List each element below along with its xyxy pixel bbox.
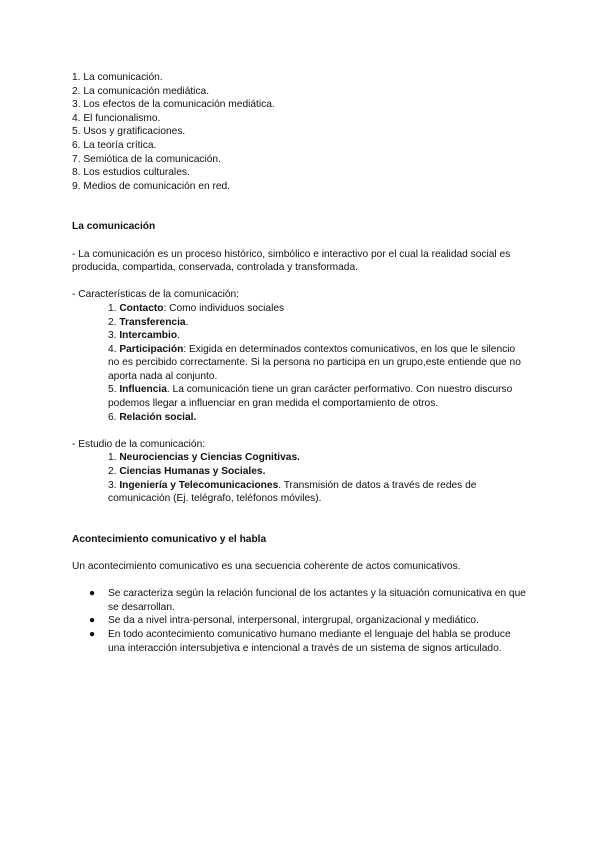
toc-item: 7. Semiótica de la comunicación. — [72, 153, 221, 165]
bullet-dot-icon: ● — [89, 615, 96, 627]
caracteristicas-list — [72, 302, 528, 424]
list-item: 1. Neurociencias y Ciencias Cognitivas. — [108, 452, 300, 464]
list-item: 4. Participación: Exigida en determinados contextos comunicativos, en los que le silencio no es percibido correctamente. Si la persona no participa en un grupo,este entiende que no aporta nada al conjunto. — [108, 343, 521, 382]
table-of-contents — [72, 71, 528, 193]
list-item: 3. Intercambio. — [108, 330, 180, 342]
toc-item: 6. La teoría crítica. — [72, 139, 157, 151]
estudio-label: - Estudio de la comunicación: — [72, 438, 206, 450]
estudio-list — [72, 451, 528, 505]
toc-item: 4. El funcionalismo. — [72, 112, 161, 124]
acontecimiento-bullet-list — [72, 587, 528, 655]
caracteristicas-label: - Características de la comunicación: — [72, 289, 240, 301]
bullet-item: ● Se caracteriza según la relación funcional de los actantes y la situación comunicativa en que se desarrollan. — [89, 588, 526, 613]
toc-item: 2. La comunicación mediática. — [72, 85, 210, 97]
document-page — [72, 71, 528, 655]
list-item: 2. Ciencias Humanas y Sociales. — [108, 466, 266, 478]
section-heading-acontecimiento: Acontecimiento comunicativo y el habla — [72, 533, 267, 545]
list-item: 1. Contacto: Como individuos sociales — [108, 302, 285, 314]
toc-item: 3. Los efectos de la comunicación mediática. — [72, 99, 275, 111]
bullet-item: ● Se da a nivel intra-personal, interpersonal, intergrupal, organizacional y mediático. — [89, 615, 479, 627]
toc-item: 9. Medios de comunicación en red. — [72, 180, 230, 192]
toc-item: 8. Los estudios culturales. — [72, 167, 190, 179]
acontecimiento-definition: Un acontecimiento comunicativo es una secuencia coherente de actos comunicativos. — [72, 561, 461, 572]
toc-item: 1. La comunicación. — [72, 72, 163, 83]
bullet-dot-icon: ● — [89, 588, 96, 600]
list-item: 2. Transferencia. — [108, 316, 189, 328]
comunicacion-definition: - La comunicación es un proceso histórico, simbólico e interactivo por el cual la realidad social es producida, compartida, conservada, controlada y transformada. — [72, 248, 511, 274]
bullet-item: ● En todo acontecimiento comunicativo humano mediante el lenguaje del habla se produce una interacción intersubjetiva e intencional a través de un sistema de signos articulado. — [89, 628, 511, 654]
list-item: 6. Relación social. — [108, 411, 197, 423]
toc-item: 5. Usos y gratificaciones. — [72, 126, 186, 138]
section-heading-comunicacion: La comunicación — [72, 221, 156, 233]
list-item: 3. Ingeniería y Telecomunicaciones. Transmisión de datos a través de redes de comunicación (Ej. telégrafo, teléfonos móviles). — [108, 479, 477, 505]
bullet-dot-icon: ● — [89, 628, 96, 640]
list-item: 5. Influencia. La comunicación tiene un gran carácter performativo. Con nuestro discurso podemos llegar a influenciar en gran medida el comportamiento de otros. — [108, 384, 513, 410]
